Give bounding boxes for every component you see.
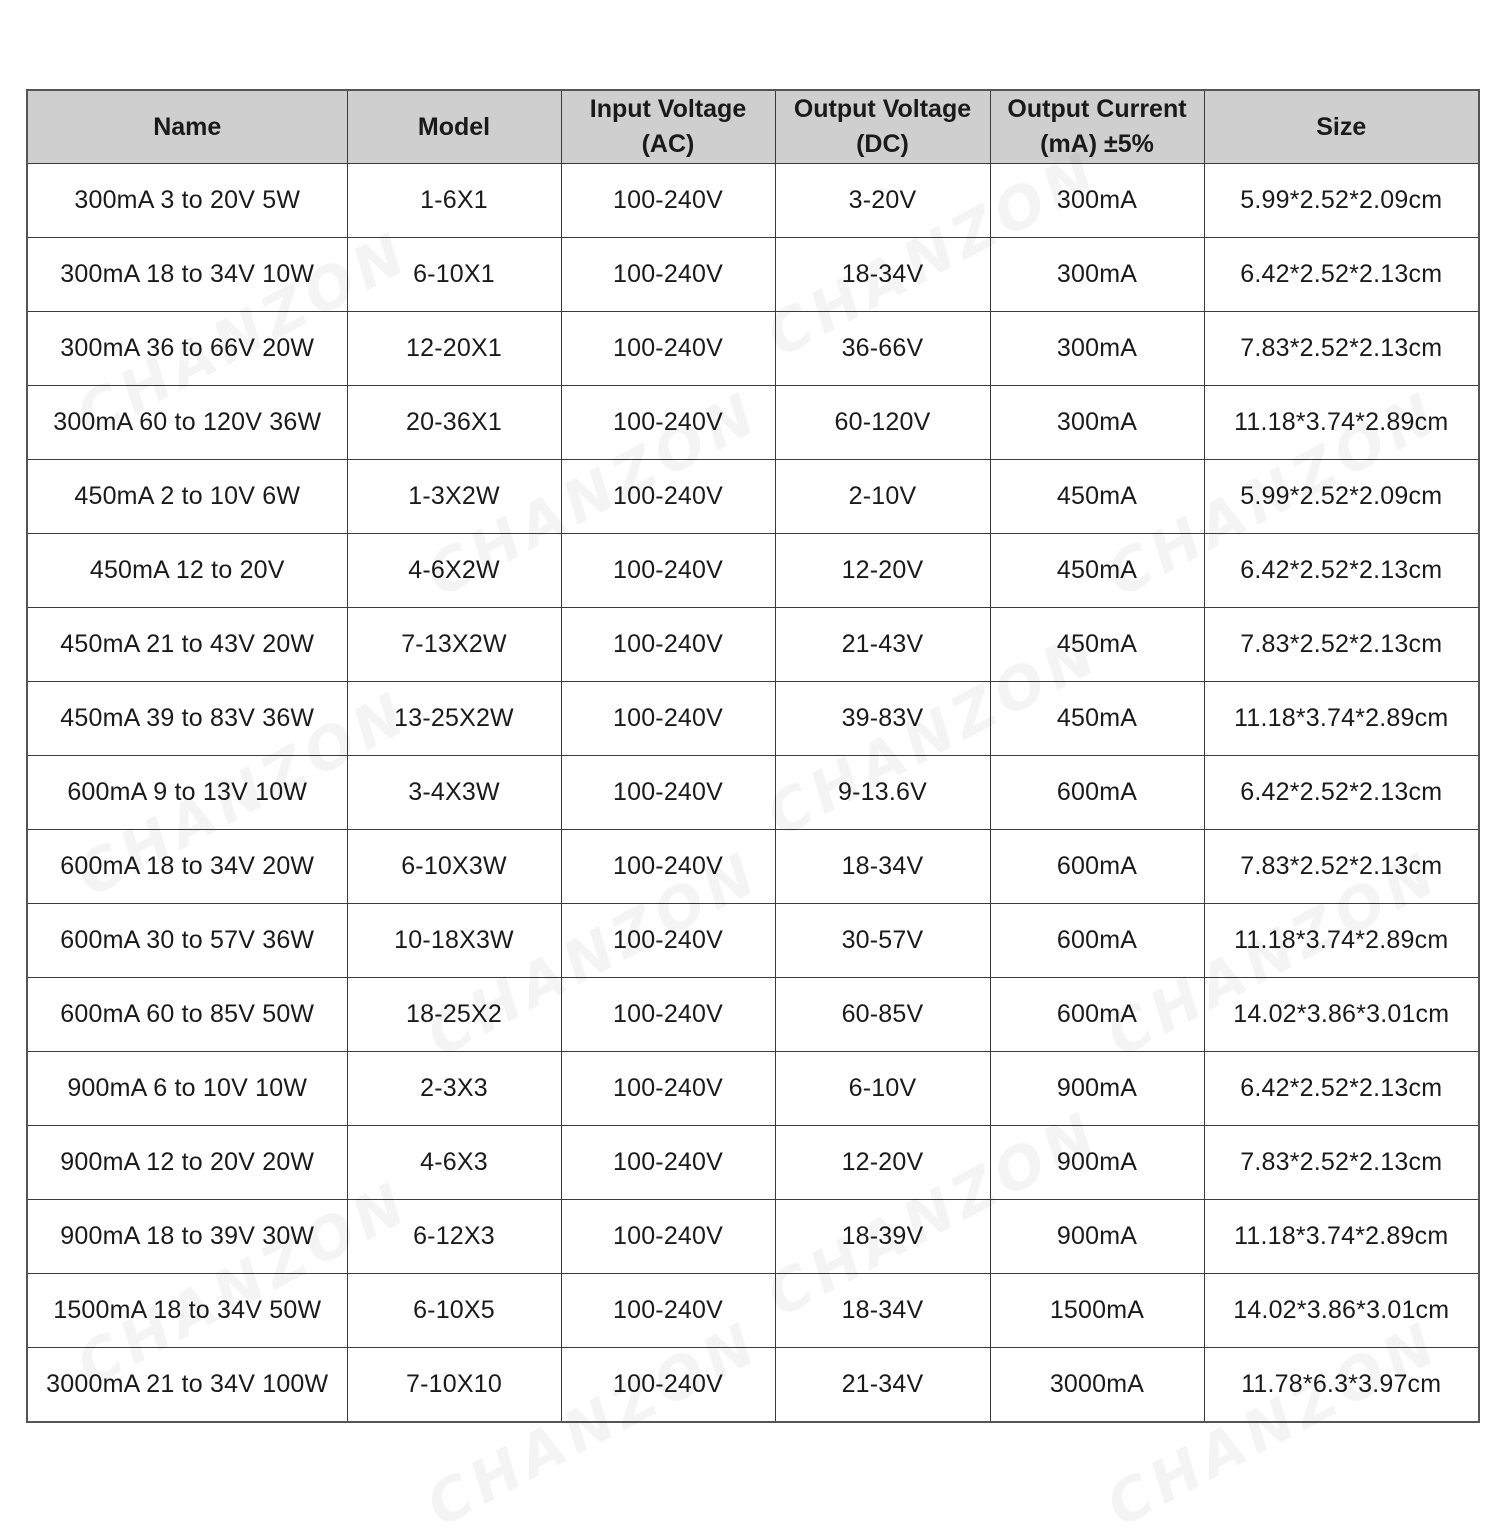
- cell-model: 6-10X3W: [347, 830, 561, 904]
- cell-name: 450mA 2 to 10V 6W: [27, 460, 347, 534]
- cell-input-voltage: 100-240V: [561, 312, 775, 386]
- cell-size: 5.99*2.52*2.09cm: [1204, 460, 1479, 534]
- cell-output-voltage: 18-34V: [775, 1274, 990, 1348]
- cell-output-current: 450mA: [990, 534, 1204, 608]
- cell-input-voltage: 100-240V: [561, 534, 775, 608]
- cell-model: 6-10X5: [347, 1274, 561, 1348]
- cell-output-current: 600mA: [990, 756, 1204, 830]
- cell-name: 300mA 18 to 34V 10W: [27, 238, 347, 312]
- cell-output-current: 300mA: [990, 238, 1204, 312]
- cell-name: 300mA 36 to 66V 20W: [27, 312, 347, 386]
- cell-output-voltage: 12-20V: [775, 1126, 990, 1200]
- cell-name: 450mA 39 to 83V 36W: [27, 682, 347, 756]
- cell-size: 7.83*2.52*2.13cm: [1204, 830, 1479, 904]
- cell-output-voltage: 36-66V: [775, 312, 990, 386]
- cell-output-voltage: 9-13.6V: [775, 756, 990, 830]
- cell-output-current: 900mA: [990, 1200, 1204, 1274]
- cell-name: 600mA 18 to 34V 20W: [27, 830, 347, 904]
- cell-model: 6-12X3: [347, 1200, 561, 1274]
- table-row: [27, 238, 1479, 312]
- cell-size: 11.78*6.3*3.97cm: [1204, 1348, 1479, 1423]
- cell-size: 7.83*2.52*2.13cm: [1204, 312, 1479, 386]
- cell-output-current: 600mA: [990, 830, 1204, 904]
- cell-size: 5.99*2.52*2.09cm: [1204, 164, 1479, 238]
- cell-input-voltage: 100-240V: [561, 1052, 775, 1126]
- cell-output-voltage: 60-85V: [775, 978, 990, 1052]
- table-row: [27, 830, 1479, 904]
- cell-output-current: 300mA: [990, 312, 1204, 386]
- table-row: [27, 164, 1479, 238]
- table-row: [27, 386, 1479, 460]
- table-row: [27, 460, 1479, 534]
- cell-output-current: 300mA: [990, 164, 1204, 238]
- cell-name: 450mA 21 to 43V 20W: [27, 608, 347, 682]
- table-row: [27, 756, 1479, 830]
- cell-size: 14.02*3.86*3.01cm: [1204, 1274, 1479, 1348]
- cell-name: 900mA 6 to 10V 10W: [27, 1052, 347, 1126]
- cell-output-current: 600mA: [990, 904, 1204, 978]
- cell-output-voltage: 39-83V: [775, 682, 990, 756]
- cell-output-current: 900mA: [990, 1052, 1204, 1126]
- cell-output-voltage: 6-10V: [775, 1052, 990, 1126]
- header-name: Name: [27, 90, 347, 164]
- cell-output-voltage: 60-120V: [775, 386, 990, 460]
- cell-model: 12-20X1: [347, 312, 561, 386]
- cell-name: 450mA 12 to 20V: [27, 534, 347, 608]
- cell-name: 600mA 60 to 85V 50W: [27, 978, 347, 1052]
- cell-input-voltage: 100-240V: [561, 1200, 775, 1274]
- cell-size: 11.18*3.74*2.89cm: [1204, 1200, 1479, 1274]
- cell-output-current: 1500mA: [990, 1274, 1204, 1348]
- cell-model: 13-25X2W: [347, 682, 561, 756]
- table-row: [27, 312, 1479, 386]
- cell-name: 600mA 9 to 13V 10W: [27, 756, 347, 830]
- table-row: [27, 1348, 1479, 1423]
- table-row: [27, 904, 1479, 978]
- cell-size: 14.02*3.86*3.01cm: [1204, 978, 1479, 1052]
- header-size: Size: [1204, 90, 1479, 164]
- table-row: [27, 978, 1479, 1052]
- cell-name: 600mA 30 to 57V 36W: [27, 904, 347, 978]
- cell-model: 10-18X3W: [347, 904, 561, 978]
- cell-size: 6.42*2.52*2.13cm: [1204, 1052, 1479, 1126]
- cell-input-voltage: 100-240V: [561, 830, 775, 904]
- cell-output-current: 900mA: [990, 1126, 1204, 1200]
- cell-input-voltage: 100-240V: [561, 904, 775, 978]
- table-row: [27, 1200, 1479, 1274]
- table-row: [27, 534, 1479, 608]
- cell-output-current: 300mA: [990, 386, 1204, 460]
- cell-size: 6.42*2.52*2.13cm: [1204, 756, 1479, 830]
- cell-size: 11.18*3.74*2.89cm: [1204, 386, 1479, 460]
- cell-output-voltage: 21-43V: [775, 608, 990, 682]
- cell-output-voltage: 30-57V: [775, 904, 990, 978]
- table-body: [27, 164, 1479, 1423]
- cell-input-voltage: 100-240V: [561, 164, 775, 238]
- cell-input-voltage: 100-240V: [561, 756, 775, 830]
- header-output-voltage: Output Voltage (DC): [775, 90, 990, 164]
- cell-output-voltage: 18-34V: [775, 830, 990, 904]
- cell-input-voltage: 100-240V: [561, 1348, 775, 1423]
- spec-table: [26, 89, 1480, 1423]
- cell-input-voltage: 100-240V: [561, 682, 775, 756]
- cell-model: 4-6X3: [347, 1126, 561, 1200]
- cell-output-current: 450mA: [990, 608, 1204, 682]
- cell-name: 3000mA 21 to 34V 100W: [27, 1348, 347, 1423]
- cell-input-voltage: 100-240V: [561, 978, 775, 1052]
- header-model: Model: [347, 90, 561, 164]
- cell-size: 6.42*2.52*2.13cm: [1204, 238, 1479, 312]
- cell-input-voltage: 100-240V: [561, 1126, 775, 1200]
- cell-input-voltage: 100-240V: [561, 386, 775, 460]
- cell-size: 7.83*2.52*2.13cm: [1204, 608, 1479, 682]
- cell-size: 7.83*2.52*2.13cm: [1204, 1126, 1479, 1200]
- cell-model: 6-10X1: [347, 238, 561, 312]
- header-input-voltage: Input Voltage (AC): [561, 90, 775, 164]
- cell-output-voltage: 2-10V: [775, 460, 990, 534]
- header-output-current: Output Current (mA) ±5%: [990, 90, 1204, 164]
- cell-size: 11.18*3.74*2.89cm: [1204, 682, 1479, 756]
- table-row: [27, 1126, 1479, 1200]
- cell-size: 6.42*2.52*2.13cm: [1204, 534, 1479, 608]
- table-row: [27, 1274, 1479, 1348]
- cell-input-voltage: 100-240V: [561, 608, 775, 682]
- cell-model: 1-3X2W: [347, 460, 561, 534]
- cell-output-current: 450mA: [990, 682, 1204, 756]
- cell-model: 1-6X1: [347, 164, 561, 238]
- cell-model: 18-25X2: [347, 978, 561, 1052]
- cell-output-current: 600mA: [990, 978, 1204, 1052]
- cell-model: 2-3X3: [347, 1052, 561, 1126]
- cell-model: 3-4X3W: [347, 756, 561, 830]
- cell-model: 20-36X1: [347, 386, 561, 460]
- cell-name: 1500mA 18 to 34V 50W: [27, 1274, 347, 1348]
- cell-name: 900mA 12 to 20V 20W: [27, 1126, 347, 1200]
- cell-input-voltage: 100-240V: [561, 238, 775, 312]
- cell-output-current: 450mA: [990, 460, 1204, 534]
- table-row: [27, 1052, 1479, 1126]
- cell-model: 7-13X2W: [347, 608, 561, 682]
- cell-input-voltage: 100-240V: [561, 460, 775, 534]
- cell-model: 7-10X10: [347, 1348, 561, 1423]
- cell-size: 11.18*3.74*2.89cm: [1204, 904, 1479, 978]
- cell-output-voltage: 21-34V: [775, 1348, 990, 1423]
- cell-output-voltage: 12-20V: [775, 534, 990, 608]
- table-row: [27, 608, 1479, 682]
- cell-output-voltage: 18-39V: [775, 1200, 990, 1274]
- cell-name: 900mA 18 to 39V 30W: [27, 1200, 347, 1274]
- cell-output-current: 3000mA: [990, 1348, 1204, 1423]
- cell-output-voltage: 3-20V: [775, 164, 990, 238]
- cell-input-voltage: 100-240V: [561, 1274, 775, 1348]
- cell-model: 4-6X2W: [347, 534, 561, 608]
- header-row: [27, 90, 1479, 164]
- table-row: [27, 682, 1479, 756]
- cell-name: 300mA 3 to 20V 5W: [27, 164, 347, 238]
- cell-name: 300mA 60 to 120V 36W: [27, 386, 347, 460]
- cell-output-voltage: 18-34V: [775, 238, 990, 312]
